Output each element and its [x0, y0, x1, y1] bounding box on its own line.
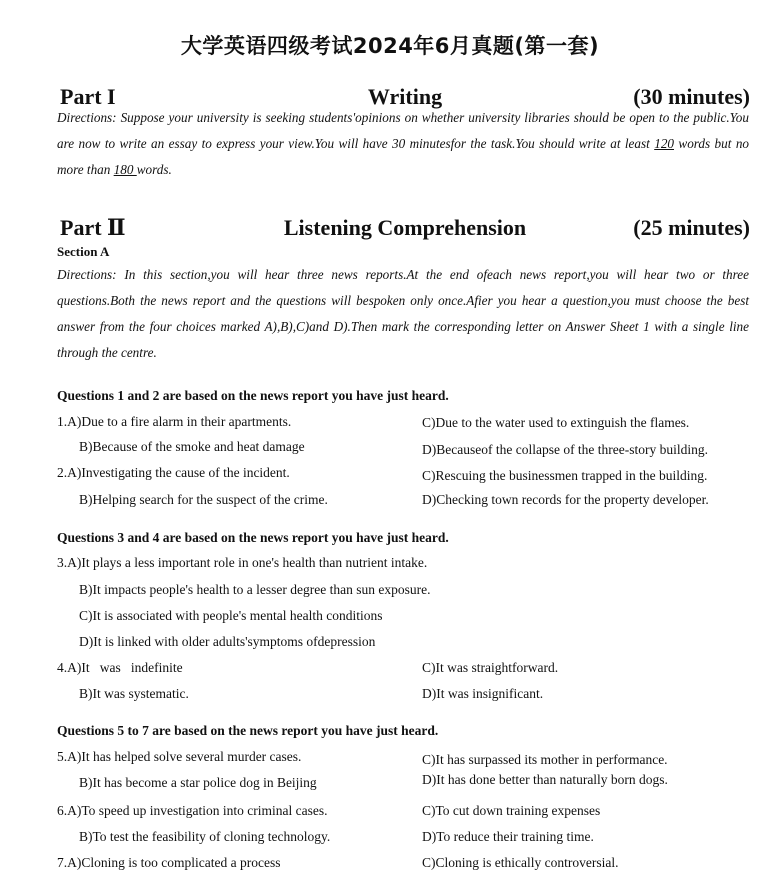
q6-option-b: B)To test the feasibility of cloning technology.	[79, 829, 331, 844]
q1-option-a: 1.A)Due to a fire alarm in their apartments.	[57, 414, 292, 429]
q5-option-d: D)It has done better than naturally born dogs.	[422, 772, 668, 787]
q6-option-a: 6.A)To speed up investigation into criminal cases.	[57, 803, 328, 818]
q5-option-a: 5.A)It has helped solve several murder cases.	[57, 749, 302, 764]
q6-option-d: D)To reduce their training time.	[422, 829, 594, 844]
q2-option-d: D)Checking town records for the property developer.	[422, 492, 709, 507]
q3-option-b: B)It impacts people's health to a lesser degree than sun exposure.	[79, 582, 431, 597]
part1-directions-text-a: Directions: Suppose your university is seeking students'opinions on whether university libraries should be open to the public.You are now to write an essay to express your view.You will have 30 minutesfor the task.You should write at least	[57, 110, 749, 151]
min-words: 120	[654, 136, 674, 151]
q3-option-a: 3.A)It plays a less important role in one's health than nutrient intake.	[57, 555, 428, 570]
q1-option-b: B)Because of the smoke and heat damage	[79, 439, 305, 454]
section-a-label: Section A	[57, 244, 110, 259]
q2-option-a: 2.A)Investigating the cause of the incident.	[57, 465, 290, 480]
part2-time: (25 minutes)	[633, 215, 750, 240]
part1-name: Writing	[367, 84, 443, 109]
part1-label: Part I	[60, 84, 116, 109]
q4-option-c: C)It was straightforward.	[422, 660, 559, 675]
q2-option-c: C)Rescuing the businessmen trapped in the building.	[422, 468, 708, 483]
q6-option-c: C)To cut down training expenses	[422, 803, 601, 818]
group3-heading: Questions 5 to 7 are based on the news report you have just heard.	[57, 723, 439, 738]
q4-option-b: B)It was systematic.	[79, 686, 189, 701]
q1-option-c: C)Due to the water used to extinguish the flames.	[422, 415, 690, 430]
part1-directions-text-c: words.	[136, 162, 172, 177]
part2-label: Part Ⅱ	[60, 215, 126, 240]
group2-heading: Questions 3 and 4 are based on the news report you have just heard.	[57, 530, 449, 545]
part2-directions: Directions: In this section,you will hear three news reports.At the end ofeach news report,you will hear two or three questions.Both the news report and the questions will bespoken only once.Afier you hear a question,you must choose the best answer from the four choices marked A),B),C)and D).Then mark the corresponding letter on Answer Sheet 1 with a single line through the centre.	[57, 267, 749, 360]
exam-title: 大学英语四级考试2024年6月真题(第一套)	[180, 34, 600, 58]
max-words: 180	[113, 162, 137, 177]
q2-option-b: B)Helping search for the suspect of the crime.	[79, 492, 328, 507]
part1-time: (30 minutes)	[633, 84, 750, 109]
part1-directions-text-b: words but no more than	[57, 136, 750, 177]
q5-option-b: B)It has become a star police dog in Beijing	[79, 775, 317, 790]
q1-option-d: D)Becauseof the collapse of the three-story building.	[422, 442, 709, 457]
q7-option-a: 7.A)Cloning is too complicated a process	[57, 855, 281, 870]
part1-directions	[57, 105, 749, 183]
q4-option-d: D)It was insignificant.	[422, 686, 544, 701]
q5-option-c: C)It has surpassed its mother in performance.	[422, 752, 668, 767]
q3-option-d: D)It is linked with older adults'symptoms ofdepression	[79, 634, 376, 649]
group1-heading: Questions 1 and 2 are based on the news report you have just heard.	[57, 388, 449, 403]
part2-name: Listening Comprehension	[283, 215, 527, 240]
q4-option-a: 4.A)It was indefinite	[57, 660, 183, 675]
q3-option-c: C)It is associated with people's mental health conditions	[79, 608, 383, 623]
part2-header	[60, 215, 750, 245]
q7-option-c: C)Cloning is ethically controversial.	[422, 855, 619, 870]
